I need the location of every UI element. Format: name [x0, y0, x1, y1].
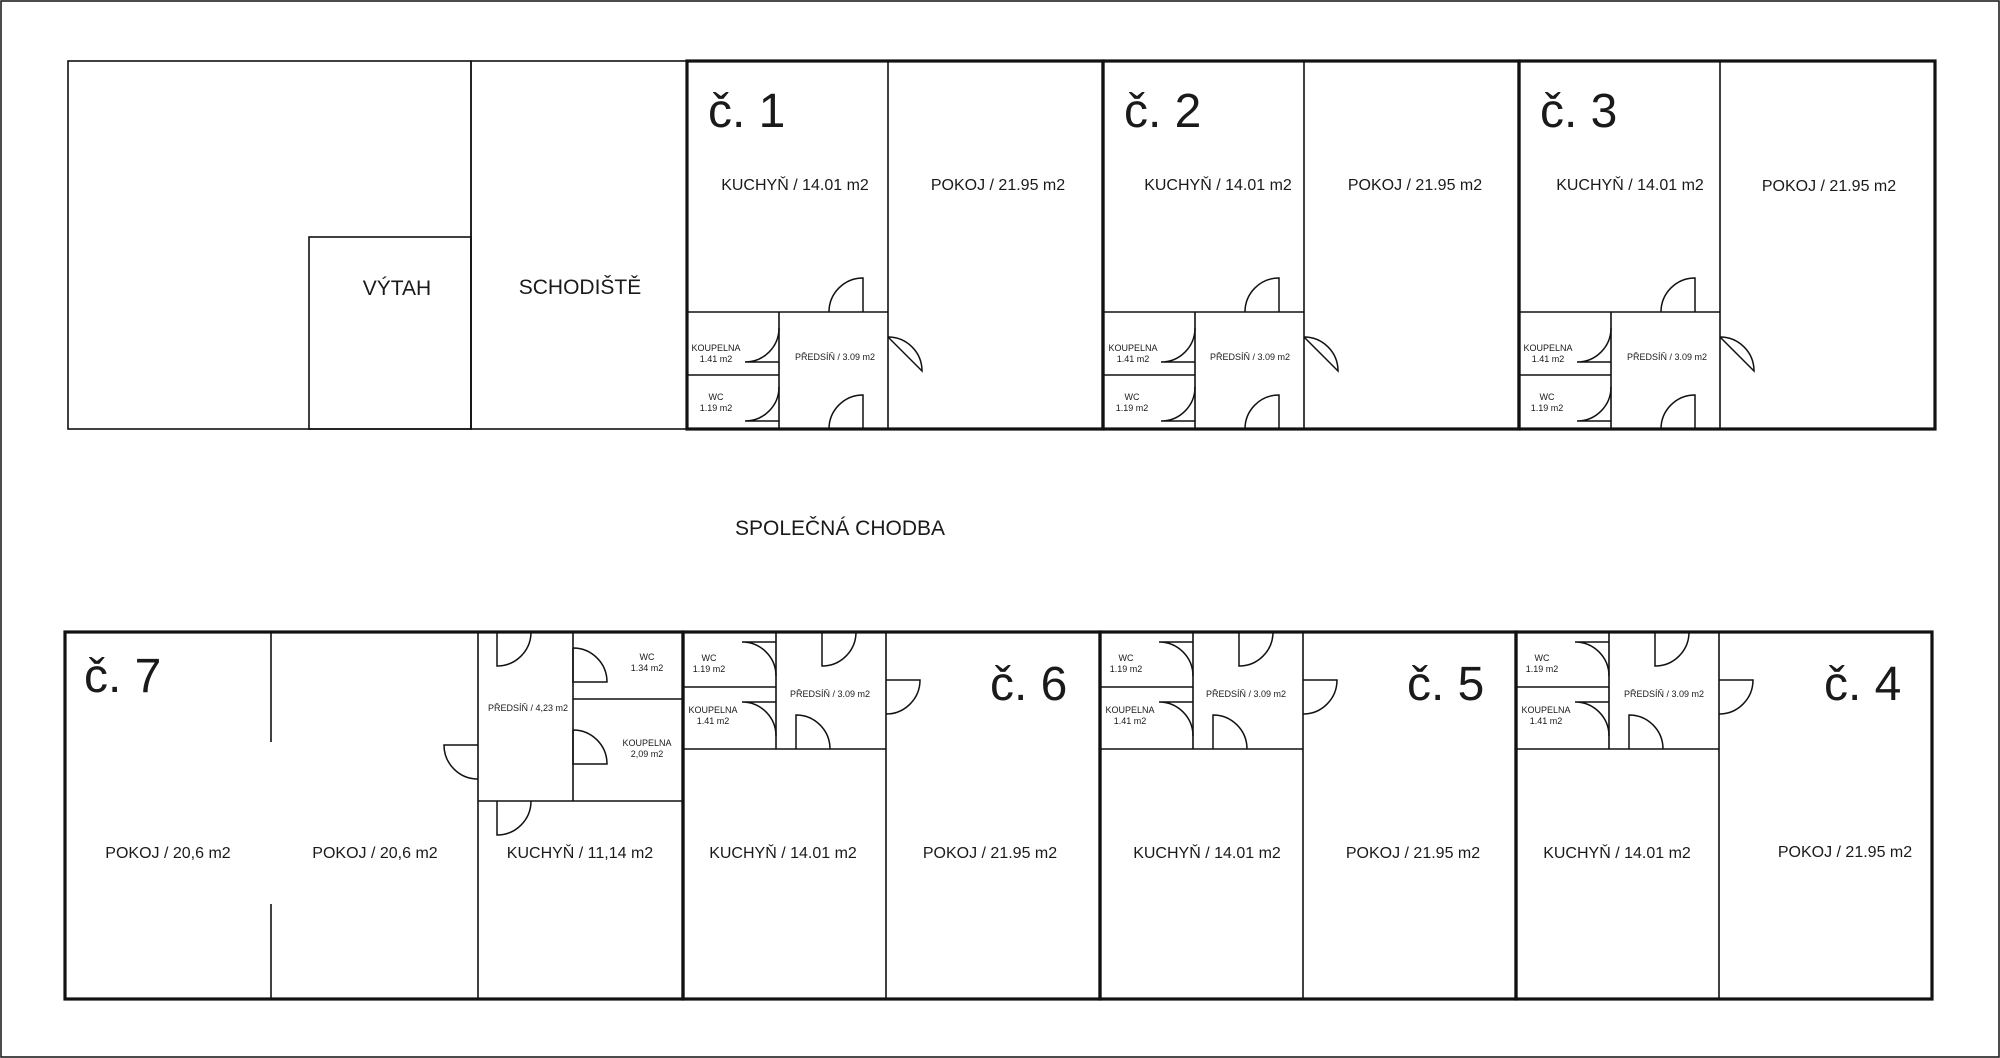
room-label: POKOJ / 21.95 m2: [1761, 178, 1897, 195]
unit-number: č. 2: [1124, 85, 1202, 138]
elevator-label: VÝTAH: [362, 277, 432, 300]
bath-label: KOUPELNA: [691, 343, 741, 353]
bath-label: KOUPELNA: [1105, 705, 1155, 715]
room-label: POKOJ / 21.95 m2: [1347, 177, 1483, 194]
kitchen-label: KUCHYŇ / 14.01 m2: [1556, 177, 1704, 194]
room-label: POKOJ / 20,6 m2: [312, 845, 438, 862]
unit-number: č. 5: [1407, 658, 1485, 711]
wc-area: 1.19 m2: [1115, 403, 1149, 413]
kitchen-label: KUCHYŇ / 14.01 m2: [1133, 845, 1281, 862]
wc-area: 1.19 m2: [1530, 403, 1564, 413]
wc-label: WC: [708, 392, 724, 402]
wc-area: 1.34 m2: [630, 663, 664, 673]
unit-number: č. 1: [708, 85, 786, 138]
kitchen-label: KUCHYŇ / 11,14 m2: [506, 845, 654, 862]
bath-area: 1.41 m2: [699, 354, 733, 364]
wc-area: 1.19 m2: [1109, 664, 1143, 674]
kitchen-label: KUCHYŇ / 14.01 m2: [721, 177, 869, 194]
room-label: POKOJ / 21.95 m2: [1345, 845, 1481, 862]
kitchen-label: KUCHYŇ / 14.01 m2: [1144, 177, 1292, 194]
unit-number: č. 4: [1824, 658, 1902, 711]
wc-label: WC: [1118, 653, 1134, 663]
bath-area: 1.41 m2: [1113, 716, 1147, 726]
bath-area: 2,09 m2: [630, 749, 664, 759]
kitchen-label: KUCHYŇ / 14.01 m2: [1543, 845, 1691, 862]
room-label: POKOJ / 20,6 m2: [105, 845, 231, 862]
hall-label: PŘEDSÍŇ / 4,23 m2: [487, 703, 569, 713]
bath-area: 1.41 m2: [1529, 716, 1563, 726]
bath-area: 1.41 m2: [1116, 354, 1150, 364]
bath-label: KOUPELNA: [688, 705, 738, 715]
unit-number: č. 7: [84, 650, 162, 703]
unit-number: č. 6: [990, 658, 1068, 711]
hall-label: PŘEDSÍŇ / 3.09 m2: [1209, 352, 1291, 362]
hall-label: PŘEDSÍŇ / 3.09 m2: [1623, 689, 1705, 699]
bath-label: KOUPELNA: [1108, 343, 1158, 353]
hall-label: PŘEDSÍŇ / 3.09 m2: [1205, 689, 1287, 699]
wc-area: 1.19 m2: [699, 403, 733, 413]
unit-number: č. 3: [1540, 85, 1618, 138]
hall-label: PŘEDSÍŇ / 3.09 m2: [789, 689, 871, 699]
room-label: POKOJ / 21.95 m2: [930, 177, 1066, 194]
bath-label: KOUPELNA: [1523, 343, 1573, 353]
corridor-label: SPOLEČNÁ CHODBA: [734, 517, 946, 540]
bath-area: 1.41 m2: [696, 716, 730, 726]
hall-label: PŘEDSÍŇ / 3.09 m2: [1626, 352, 1708, 362]
wc-area: 1.19 m2: [692, 664, 726, 674]
wc-label: WC: [1534, 653, 1550, 663]
wc-label: WC: [639, 652, 655, 662]
page-frame: [1, 1, 1999, 1057]
stairs-label: SCHODIŠTĚ: [518, 276, 642, 299]
wc-label: WC: [1539, 392, 1555, 402]
hall-label: PŘEDSÍŇ / 3.09 m2: [794, 352, 876, 362]
wc-label: WC: [1124, 392, 1140, 402]
bath-area: 1.41 m2: [1531, 354, 1565, 364]
wc-area: 1.19 m2: [1525, 664, 1559, 674]
room-label: POKOJ / 21.95 m2: [1777, 844, 1913, 861]
bath-label: KOUPELNA: [622, 738, 672, 748]
bath-label: KOUPELNA: [1521, 705, 1571, 715]
room-label: POKOJ / 21.95 m2: [922, 845, 1058, 862]
wc-label: WC: [701, 653, 717, 663]
kitchen-label: KUCHYŇ / 14.01 m2: [709, 845, 857, 862]
